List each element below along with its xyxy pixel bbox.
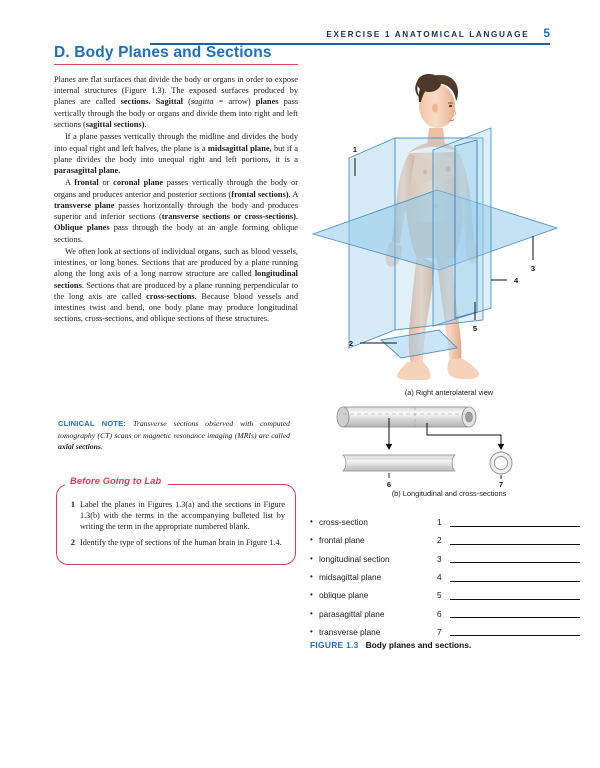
- p1-text-b: sections. Sagittal: [120, 97, 183, 107]
- p3-text-k: .: [295, 212, 298, 222]
- term-row: [310, 550, 590, 568]
- before-going-to-lab-box: [56, 476, 296, 565]
- p1-text-g: pass vertically through the body or organs and divide them into right and left sections (: [54, 97, 298, 129]
- panel-a-caption: (a) Right anterolateral view: [404, 388, 494, 397]
- clinical-note-text-c: .: [100, 442, 103, 452]
- p1-text-i: .: [144, 119, 147, 129]
- p3-text-d: coronal plane: [113, 178, 164, 188]
- section-heading: [54, 44, 298, 65]
- term-label: frontal plane: [319, 535, 365, 546]
- p4-text-e: . Because blood vessels and intestines twist and bend, one body plane may produce longitudinal sections, cross-sections, and oblique sections of these structures.: [54, 291, 298, 324]
- running-head-title: EXERCISE 1 ANATOMICAL LANGUAGE: [326, 30, 530, 39]
- term-number: 6: [437, 608, 442, 619]
- term-row: [310, 531, 590, 549]
- p2-text-c: but if a plane divides the body into unequal right and left portions, it is a: [54, 143, 298, 164]
- cross-section-view: [490, 452, 512, 489]
- p2-text-d: parasagittal plane.: [54, 166, 121, 175]
- answer-blank[interactable]: [450, 609, 580, 618]
- intact-tube: [337, 407, 476, 427]
- panel-b-caption: (b) Longitudinal and cross-sections: [391, 489, 507, 498]
- p3-text-j: transverse sections or cross-sections): [161, 212, 296, 222]
- bullet-icon: •: [310, 608, 313, 618]
- figure-panel-a: [305, 58, 593, 388]
- p1-text-d: sagitta: [190, 97, 214, 107]
- bullet-icon: •: [310, 626, 313, 636]
- lab-task-number: 2: [70, 538, 75, 548]
- p3-text-e: passes vertically through the body or organs and produces anterior and posterior sections (: [54, 178, 299, 199]
- bullet-icon: •: [310, 553, 313, 563]
- lab-task-item: [67, 499, 285, 532]
- term-answer-list: [310, 513, 590, 641]
- p3-text-i: passes horizontally through the body and produces superior and inferior sections (: [54, 200, 298, 222]
- p1-text-e: = arrow): [213, 97, 256, 107]
- oblique-plane: [381, 330, 457, 358]
- p3-text-c: or: [98, 178, 114, 188]
- figure-caption-text: Body planes and sections.: [365, 640, 472, 650]
- longitudinal-section-view: [343, 455, 455, 489]
- running-head: [150, 26, 550, 45]
- term-number: 5: [437, 590, 442, 601]
- section-heading-rule: [54, 64, 298, 66]
- lab-task-item: [67, 537, 285, 548]
- parasagittal-plane: [455, 140, 477, 318]
- term-row: [310, 623, 590, 641]
- bullet-icon: •: [310, 590, 313, 600]
- paragraph-2: [54, 131, 298, 176]
- term-label: cross-section: [319, 517, 368, 528]
- lab-task-text: Identify the type of sections of the human brain in Figure 1.4.: [80, 538, 282, 548]
- clinical-note-text-b: axial sections: [58, 442, 101, 452]
- section-heading-text: D. Body Planes and Sections: [54, 44, 272, 61]
- term-label: parasagittal plane: [319, 608, 385, 619]
- figure-label-3: [531, 236, 535, 273]
- figure-caption: [310, 640, 590, 650]
- before-going-to-lab-title: Before Going to Lab: [65, 476, 168, 486]
- figure-label-2-text: 2: [348, 339, 353, 348]
- p2-text-b: midsagittal plane,: [207, 143, 272, 153]
- paragraph-3: [54, 177, 298, 244]
- term-row: [310, 586, 590, 604]
- p3-text-h: transverse plane: [54, 200, 115, 210]
- paragraph-4: [54, 246, 298, 325]
- p3-text-a: A: [65, 178, 75, 188]
- term-label: oblique plane: [319, 590, 369, 601]
- figure-label-3-text: 3: [530, 264, 536, 273]
- clinical-note-label: CLINICAL NOTE:: [58, 419, 127, 428]
- figure-label-4: [491, 276, 519, 285]
- term-row: [310, 568, 590, 586]
- figure-label-7-text: 7: [498, 480, 504, 489]
- clinical-note: [58, 418, 290, 452]
- p3-text-b: frontal: [74, 178, 99, 188]
- clinical-note-text-a: Transverse sections observed with computed tomography (CT) scans or magnetic resonance imaging (MRIs) are called: [58, 419, 290, 440]
- figure-column: [305, 58, 593, 498]
- answer-blank[interactable]: [450, 536, 580, 545]
- figure-label-4-text: 4: [514, 276, 519, 285]
- p4-text-a: We often look at sections of individual organs, such as blood vessels, intestines, or long bones. Sections that are produced by a plane running along the long axis of a long narrow structure are called: [54, 247, 298, 279]
- p4-text-d: cross-sections: [146, 291, 195, 301]
- figure-label-5-text: 5: [472, 324, 478, 333]
- p2-text-a: If a plane passes vertically through the midline and divides the body into equal right and left halves, the plane is a: [54, 132, 298, 153]
- tube-sections-illustration: [305, 401, 593, 489]
- p1-text-f: planes: [255, 97, 279, 107]
- p1-text-a: Planes are flat surfaces that divide the body or organs in order to expose internal structures (Figure 1.3). The exposed surfaces produced by planes are called: [54, 75, 298, 107]
- answer-blank[interactable]: [450, 591, 580, 600]
- p3-text-g: . A: [288, 189, 298, 199]
- lab-task-number: 1: [70, 500, 75, 509]
- page-number: 5: [543, 26, 550, 40]
- body-planes-illustration: [305, 58, 593, 388]
- term-number: 7: [437, 626, 442, 637]
- p3-text-m: pass through the body at an angle forming oblique sections.: [54, 223, 298, 244]
- term-row: [310, 513, 590, 531]
- term-number: 1: [437, 517, 442, 528]
- p3-text-f: frontal sections): [231, 189, 289, 199]
- p1-text-h: sagittal sections): [85, 119, 145, 129]
- paragraph-1: [54, 74, 298, 130]
- term-label: transverse plane: [319, 626, 381, 637]
- p4-text-c: . Sections that are produced by a plane running perpendicular to the long axis are called: [54, 280, 298, 301]
- p4-text-b: longitudinal sections: [54, 269, 298, 290]
- term-number: 3: [437, 553, 442, 564]
- answer-blank[interactable]: [450, 573, 580, 582]
- term-label: longitudinal section: [319, 553, 390, 564]
- term-number: 4: [437, 572, 442, 583]
- figure-caption-label: FIGURE 1.3: [310, 640, 359, 650]
- term-label: midsagittal plane: [319, 572, 382, 583]
- p1-text-c: (: [183, 97, 191, 107]
- answer-blank[interactable]: [450, 554, 580, 563]
- figure-label-1-text: 1: [352, 145, 358, 154]
- answer-blank[interactable]: [450, 627, 580, 636]
- figure-label-6-text: 6: [386, 480, 392, 489]
- bullet-icon: •: [310, 535, 313, 545]
- p3-text-l: Oblique planes: [54, 223, 110, 233]
- bullet-icon: •: [310, 517, 313, 527]
- body-text-column: [54, 74, 298, 326]
- figure-panel-b: [305, 401, 593, 489]
- bullet-icon: •: [310, 572, 313, 582]
- term-number: 2: [437, 535, 442, 546]
- term-row: [310, 604, 590, 622]
- answer-blank[interactable]: [450, 518, 580, 527]
- lab-task-text: Label the planes in Figures 1.3(a) and the sections in Figure 1.3(b) with the terms in the accompanying bulleted list by writing the term in the appropriate numbered blank.: [80, 500, 285, 532]
